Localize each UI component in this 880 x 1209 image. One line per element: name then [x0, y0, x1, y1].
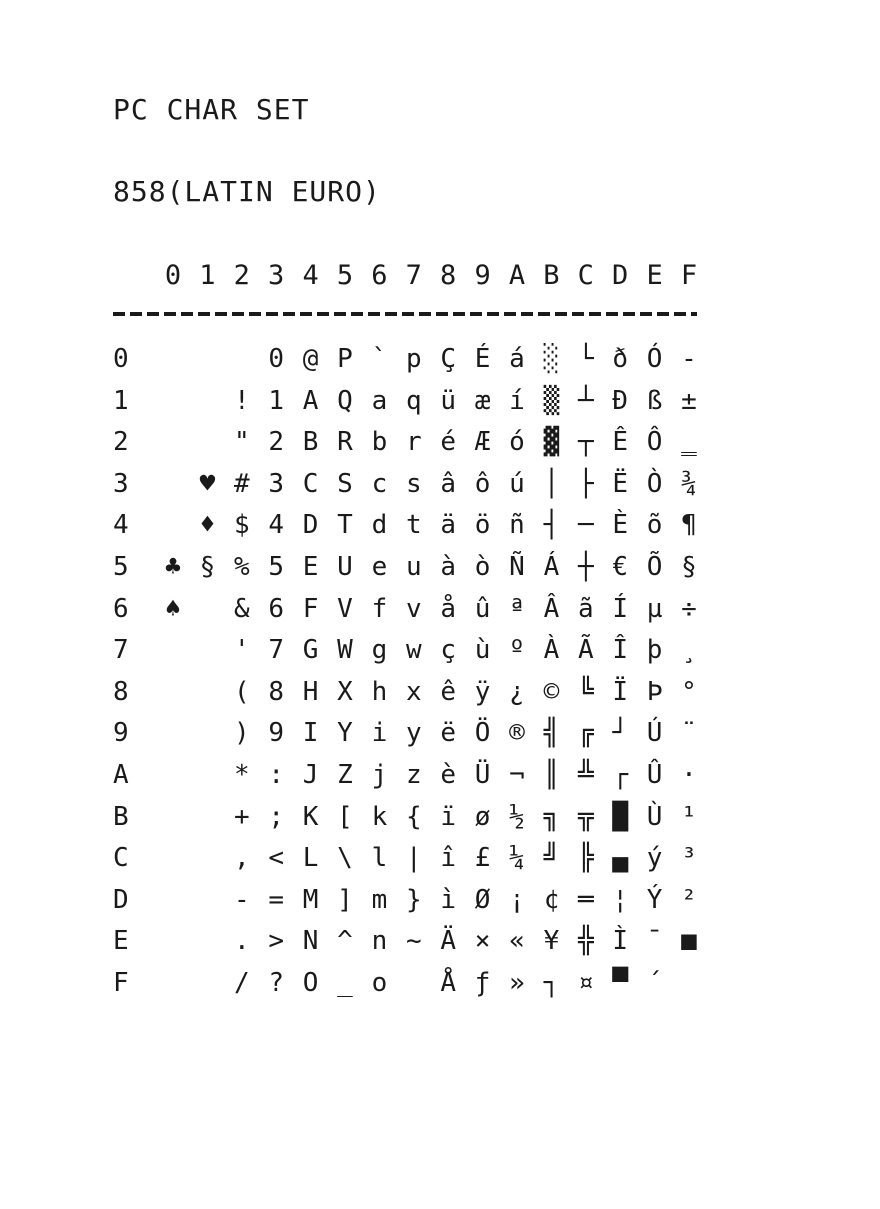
- char-cell: 4: [268, 510, 285, 541]
- char-cell: Ö: [474, 718, 491, 749]
- row-label: E: [113, 926, 129, 957]
- char-cell: u: [405, 552, 422, 582]
- char-cell: ": [233, 427, 250, 458]
- char-cell: ÷: [681, 593, 697, 624]
- char-cell: í: [509, 385, 525, 416]
- char-cell: s: [405, 468, 422, 499]
- column-header: 9: [474, 260, 491, 291]
- char-cell: ò: [474, 552, 491, 582]
- char-cell: î: [440, 843, 457, 874]
- row-label: 5: [113, 552, 129, 582]
- char-cell: y: [405, 718, 422, 749]
- char-cell: ½: [509, 801, 525, 832]
- char-cell: G: [302, 635, 319, 666]
- char-cell: h: [371, 676, 388, 707]
- row-label: 9: [113, 718, 129, 749]
- char-cell: |: [405, 843, 422, 874]
- column-header: 0: [164, 260, 182, 291]
- char-cell: R: [337, 427, 353, 458]
- char-cell: c: [371, 468, 388, 499]
- char-cell: Ü: [474, 760, 491, 790]
- char-cell: [: [337, 801, 353, 832]
- char-cell: J: [302, 760, 319, 790]
- column-header: F: [680, 260, 698, 291]
- char-cell: Q: [337, 385, 353, 416]
- char-cell: ╦: [577, 801, 594, 832]
- char-cell: +: [233, 801, 250, 832]
- char-cell: m: [371, 884, 388, 915]
- char-cell: ì: [440, 884, 457, 915]
- char-cell: Ó: [646, 344, 663, 374]
- char-cell: -: [681, 344, 697, 374]
- row-label: 4: [113, 510, 129, 541]
- char-cell: Ð: [612, 385, 629, 416]
- char-cell: ░: [543, 344, 560, 374]
- char-cell: r: [405, 427, 422, 458]
- char-cell: õ: [646, 510, 663, 541]
- char-cell: 0: [268, 344, 285, 374]
- char-cell: U: [337, 552, 353, 582]
- char-cell: B: [302, 427, 319, 458]
- char-cell: x: [405, 676, 422, 707]
- char-cell: ¹: [681, 801, 697, 832]
- char-cell: ├: [577, 468, 594, 499]
- char-cell: v: [405, 593, 422, 624]
- char-cell: i: [371, 718, 388, 749]
- char-cell: └: [577, 344, 594, 374]
- char-cell: ;: [268, 801, 285, 832]
- char-cell: S: [337, 468, 353, 499]
- char-cell: ß: [646, 385, 663, 416]
- char-cell: ã: [577, 593, 594, 624]
- char-cell: p: [405, 344, 422, 374]
- char-cell: ¤: [577, 968, 594, 998]
- char-cell: #: [233, 468, 250, 499]
- column-header: D: [612, 260, 629, 291]
- char-cell: N: [302, 926, 319, 957]
- char-cell: b: [371, 427, 388, 458]
- char-cell: ▒: [543, 385, 560, 416]
- char-cell: È: [612, 510, 629, 541]
- char-cell: µ: [646, 593, 663, 624]
- char-cell: A: [302, 385, 319, 416]
- char-cell: é: [440, 427, 457, 458]
- page-title: PC CHAR SET: [113, 93, 310, 126]
- row-label: 7: [113, 635, 129, 666]
- column-header: 5: [336, 260, 354, 291]
- char-cell: -: [233, 884, 250, 915]
- char-cell: g: [371, 635, 388, 666]
- char-cell: ┬: [577, 427, 594, 458]
- char-cell: {: [405, 801, 422, 832]
- char-cell: W: [337, 635, 353, 666]
- char-cell: F: [302, 593, 319, 624]
- char-cell: §: [681, 552, 697, 582]
- char-cell: Ý: [646, 884, 663, 915]
- char-cell: ‗: [681, 427, 697, 458]
- char-cell: É: [474, 344, 491, 374]
- char-cell: ¿: [509, 676, 525, 707]
- char-cell: â: [440, 468, 457, 499]
- char-cell: Ù: [646, 801, 663, 832]
- char-cell: ╔: [577, 718, 594, 749]
- char-cell: $: [233, 510, 250, 541]
- char-cell: ¾: [681, 468, 697, 499]
- char-cell: ╩: [577, 760, 594, 790]
- char-cell: ¶: [681, 510, 697, 541]
- char-cell: ü: [440, 385, 457, 416]
- char-cell: Ø: [474, 884, 491, 915]
- char-cell: ╬: [577, 926, 594, 957]
- char-cell: ³: [681, 843, 697, 874]
- char-cell: þ: [646, 635, 663, 666]
- char-cell: ¼: [509, 843, 525, 874]
- char-cell: /: [233, 968, 250, 998]
- char-cell: ÿ: [474, 676, 491, 707]
- char-cell: k: [371, 801, 388, 832]
- column-header: C: [577, 260, 594, 291]
- row-label: F: [113, 968, 129, 998]
- char-cell: o: [371, 968, 388, 998]
- char-cell: Ñ: [509, 552, 525, 582]
- column-header: 6: [371, 260, 388, 291]
- char-cell: 5: [268, 552, 285, 582]
- char-cell: ó: [509, 427, 525, 458]
- char-cell: ': [233, 635, 250, 666]
- char-cell: ¦: [612, 884, 629, 915]
- char-cell: Y: [337, 718, 353, 749]
- char-cell: I: [302, 718, 319, 749]
- char-cell: 8: [268, 676, 285, 707]
- char-cell: ƒ: [474, 968, 491, 998]
- char-cell: l: [371, 843, 388, 874]
- column-header: 4: [302, 260, 319, 291]
- char-cell: À: [543, 635, 560, 666]
- char-cell: ñ: [509, 510, 525, 541]
- char-cell: Á: [543, 552, 560, 582]
- char-cell: ë: [440, 718, 457, 749]
- row-label: 2: [113, 427, 129, 458]
- column-header: A: [508, 260, 526, 291]
- char-cell: E: [302, 552, 319, 582]
- char-cell: ┘: [612, 718, 629, 749]
- char-cell: ┐: [543, 968, 560, 998]
- char-cell: C: [302, 468, 319, 499]
- char-cell: ┌: [612, 760, 629, 790]
- char-cell: ®: [509, 718, 525, 749]
- char-cell: ·: [681, 760, 697, 790]
- char-cell: ï: [440, 801, 457, 832]
- char-cell: 3: [268, 468, 285, 499]
- char-cell: ■: [681, 926, 697, 957]
- row-label: 0: [113, 344, 129, 374]
- char-cell: ▄: [612, 843, 629, 874]
- char-cell: «: [509, 926, 525, 957]
- header-rule: [113, 312, 697, 316]
- char-cell: °: [681, 676, 697, 707]
- char-cell: O: [302, 968, 319, 998]
- char-cell: ô: [474, 468, 491, 499]
- row-label: B: [113, 801, 129, 832]
- column-header: E: [646, 260, 663, 291]
- char-cell: §: [199, 552, 216, 582]
- char-cell: 2: [268, 427, 285, 458]
- char-cell: Î: [612, 635, 629, 666]
- char-cell: █: [612, 801, 629, 832]
- char-cell: ): [233, 718, 250, 749]
- char-cell: å: [440, 593, 457, 624]
- char-cell: ¬: [509, 760, 525, 790]
- char-cell: ♠: [165, 593, 181, 624]
- char-cell: Ç: [440, 344, 457, 374]
- row-label: 3: [113, 468, 129, 499]
- column-header: 3: [268, 260, 285, 291]
- char-cell: 6: [268, 593, 285, 624]
- char-cell: ?: [268, 968, 285, 998]
- code-page-name: 858(LATIN EURO): [113, 175, 381, 208]
- char-cell: t: [405, 510, 422, 541]
- char-cell: ═: [577, 884, 594, 915]
- char-cell: w: [405, 635, 422, 666]
- row-label: A: [113, 760, 129, 790]
- char-cell: Ì: [612, 926, 629, 957]
- char-cell: ð: [612, 344, 629, 374]
- char-cell: £: [474, 843, 491, 874]
- char-cell: ▓: [543, 427, 560, 458]
- char-cell: ¡: [509, 884, 525, 915]
- column-header: 7: [405, 260, 422, 291]
- char-cell: >: [268, 926, 285, 957]
- char-cell: V: [337, 593, 353, 624]
- char-cell: ¯: [646, 926, 663, 957]
- char-cell: a: [371, 385, 388, 416]
- char-cell: ú: [509, 468, 525, 499]
- char-cell: 7: [268, 635, 285, 666]
- char-cell: ±: [681, 385, 697, 416]
- char-cell: Â: [543, 593, 560, 624]
- char-cell: ┼: [577, 552, 594, 582]
- char-cell: q: [405, 385, 422, 416]
- char-cell: ©: [543, 676, 560, 707]
- char-cell: ╣: [543, 718, 560, 749]
- char-cell: <: [268, 843, 285, 874]
- char-cell: ▀: [612, 968, 629, 998]
- char-cell: ,: [233, 843, 250, 874]
- char-cell: 1: [268, 385, 285, 416]
- row-label: C: [113, 843, 129, 874]
- char-cell: ø: [474, 801, 491, 832]
- char-cell: ╚: [577, 676, 594, 707]
- char-cell: j: [371, 760, 388, 790]
- char-cell: =: [268, 884, 285, 915]
- char-cell: f: [371, 593, 388, 624]
- char-cell: Ê: [612, 427, 629, 458]
- char-cell: }: [405, 884, 422, 915]
- char-cell: M: [302, 884, 319, 915]
- char-cell: ç: [440, 635, 457, 666]
- char-cell: ♥: [199, 468, 216, 499]
- char-cell: L: [302, 843, 319, 874]
- column-header: B: [543, 260, 560, 291]
- char-cell: Õ: [646, 552, 663, 582]
- char-cell: Ã: [577, 635, 594, 666]
- char-cell: \: [337, 843, 353, 874]
- char-cell: .: [233, 926, 250, 957]
- char-cell: ê: [440, 676, 457, 707]
- char-cell: ╗: [543, 801, 560, 832]
- char-cell: %: [233, 552, 250, 582]
- char-cell: Û: [646, 760, 663, 790]
- char-cell: ╝: [543, 843, 560, 874]
- char-cell: @: [302, 344, 319, 374]
- char-cell: ┤: [543, 510, 560, 541]
- char-cell: :: [268, 760, 285, 790]
- char-cell: ´: [646, 968, 663, 998]
- char-cell: _: [337, 968, 353, 998]
- char-cell: ]: [337, 884, 353, 915]
- char-cell: *: [233, 760, 250, 790]
- char-cell: ×: [474, 926, 491, 957]
- char-cell: ª: [509, 593, 525, 624]
- char-cell: │: [543, 468, 560, 499]
- char-cell: à: [440, 552, 457, 582]
- char-cell: K: [302, 801, 319, 832]
- char-cell: è: [440, 760, 457, 790]
- char-cell: ╠: [577, 843, 594, 874]
- char-cell: d: [371, 510, 388, 541]
- row-label: D: [113, 884, 129, 915]
- char-cell: e: [371, 552, 388, 582]
- char-cell: ─: [577, 510, 594, 541]
- char-cell: D: [302, 510, 319, 541]
- char-cell: ý: [646, 843, 663, 874]
- char-cell: ¢: [543, 884, 560, 915]
- char-cell: »: [509, 968, 525, 998]
- column-header: 1: [199, 260, 216, 291]
- char-cell: ¥: [543, 926, 560, 957]
- char-cell: Ú: [646, 718, 663, 749]
- column-header: 8: [440, 260, 457, 291]
- char-cell: 9: [268, 718, 285, 749]
- char-cell: z: [405, 760, 422, 790]
- char-cell: ¸: [681, 635, 697, 666]
- char-cell: Ô: [646, 427, 663, 458]
- char-cell: T: [337, 510, 353, 541]
- char-cell: €: [612, 552, 629, 582]
- char-cell: Å: [440, 968, 457, 998]
- char-cell: Í: [612, 593, 629, 624]
- char-cell: `: [371, 344, 388, 374]
- char-cell: Ï: [612, 676, 629, 707]
- row-label: 6: [113, 593, 129, 624]
- char-cell: º: [509, 635, 525, 666]
- char-cell: ²: [681, 884, 697, 915]
- char-cell: Þ: [646, 676, 663, 707]
- char-cell: ^: [337, 926, 353, 957]
- char-cell: P: [337, 344, 353, 374]
- char-cell: &: [233, 593, 250, 624]
- column-header: 2: [233, 260, 250, 291]
- char-cell: û: [474, 593, 491, 624]
- char-cell: á: [509, 344, 525, 374]
- char-cell: ö: [474, 510, 491, 541]
- char-cell: ä: [440, 510, 457, 541]
- char-cell: Ë: [612, 468, 629, 499]
- char-cell: æ: [474, 385, 491, 416]
- row-label: 1: [113, 385, 129, 416]
- char-cell: ║: [543, 760, 560, 790]
- char-cell: n: [371, 926, 388, 957]
- char-cell: (: [233, 676, 250, 707]
- row-label: 8: [113, 676, 129, 707]
- char-cell: ~: [405, 926, 422, 957]
- char-cell: Z: [337, 760, 353, 790]
- char-cell: ♦: [199, 510, 216, 541]
- char-cell: Æ: [474, 427, 491, 458]
- char-cell: Ò: [646, 468, 663, 499]
- char-cell: ù: [474, 635, 491, 666]
- char-cell: X: [337, 676, 353, 707]
- char-cell: Ä: [440, 926, 457, 957]
- char-cell: ¨: [681, 718, 697, 749]
- char-cell: ┴: [577, 385, 594, 416]
- char-cell: H: [302, 676, 319, 707]
- char-cell: ♣: [165, 552, 181, 582]
- char-cell: !: [233, 385, 250, 416]
